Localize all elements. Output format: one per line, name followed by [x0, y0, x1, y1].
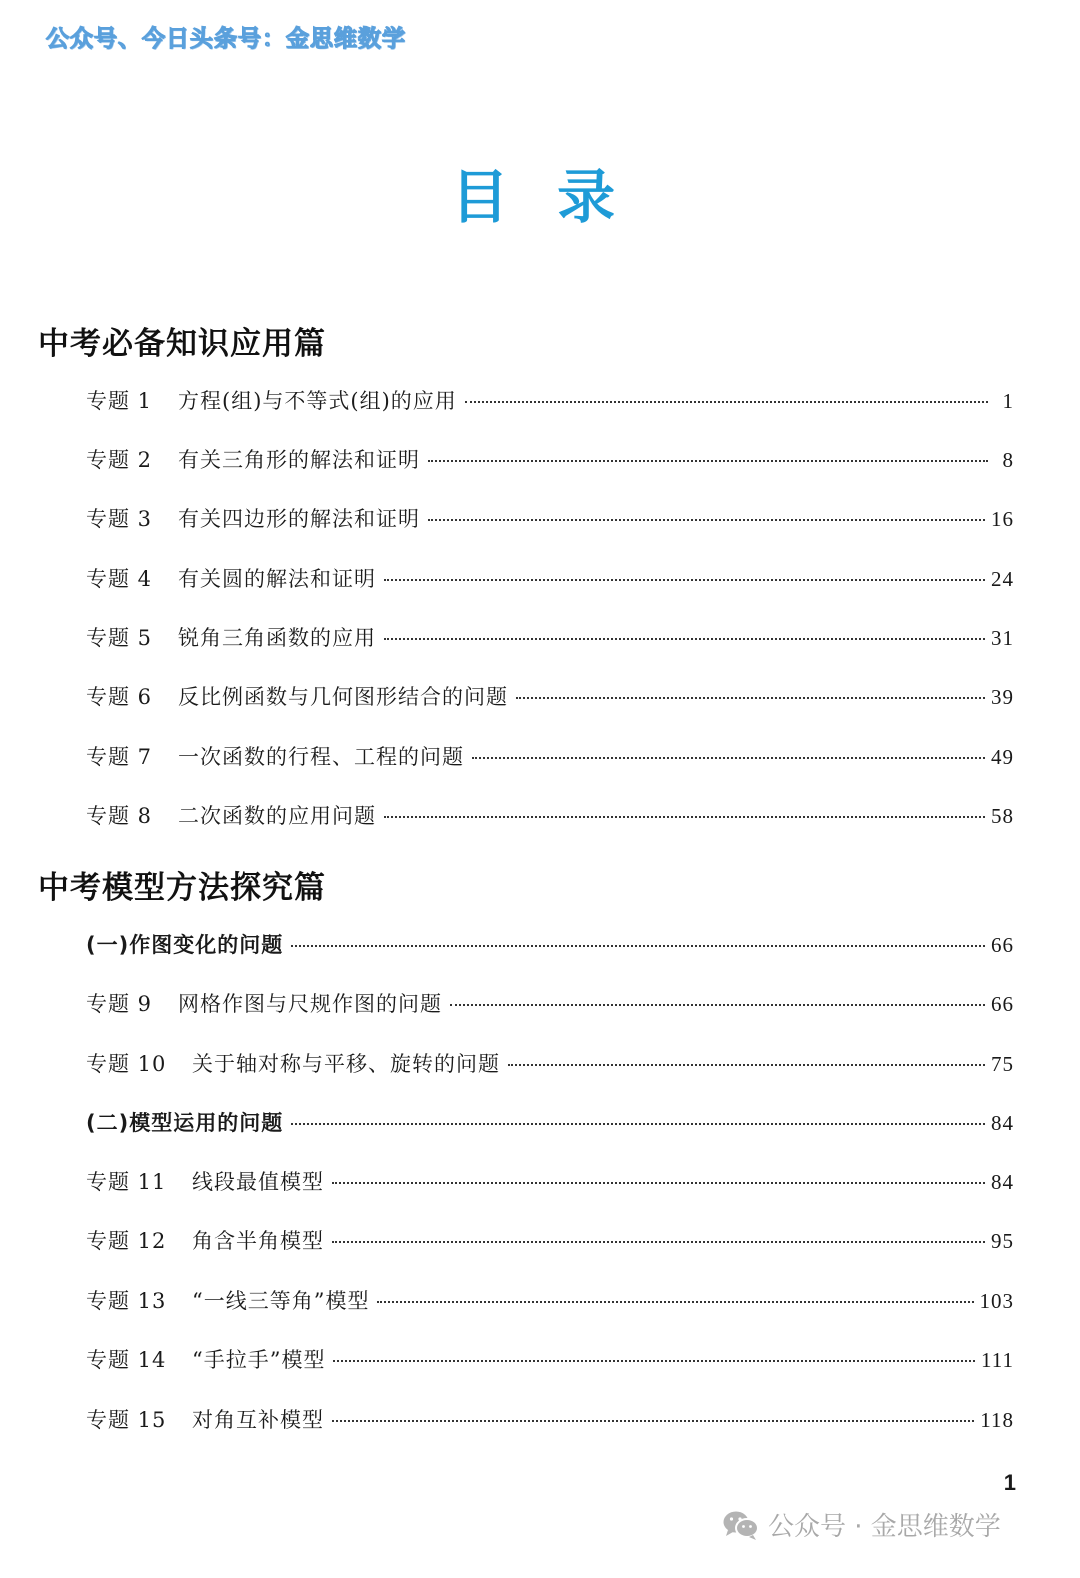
page-number: 1 — [1003, 1470, 1016, 1495]
dot-leader — [332, 1420, 974, 1422]
page-ref: 58 — [991, 804, 1014, 828]
topic-title: 有关四边形的解法和证明 — [178, 507, 420, 531]
topic-number: 专题 5 — [86, 626, 153, 650]
topic-number: 专题 11 — [86, 1170, 167, 1194]
dot-leader — [428, 519, 985, 521]
page-ref: 75 — [991, 1052, 1014, 1076]
page-ref: 111 — [981, 1348, 1014, 1372]
page-ref: 84 — [991, 1111, 1014, 1135]
page-title: 目 录 — [450, 163, 630, 231]
section-title: (二)模型运用的问题 — [86, 1111, 284, 1135]
section-title: (一)作图变化的问题 — [86, 933, 284, 957]
page-ref: 118 — [980, 1408, 1014, 1432]
watermark — [722, 1506, 1001, 1543]
dot-leader — [333, 1360, 975, 1362]
page-ref: 66 — [991, 933, 1014, 957]
topic-title: 锐角三角函数的应用 — [178, 626, 376, 650]
topic-number: 专题 14 — [86, 1348, 167, 1372]
toc-entry[interactable] — [86, 988, 1014, 1020]
topic-number: 专题 15 — [86, 1408, 167, 1432]
topic-number: 专题 3 — [86, 507, 153, 531]
dot-leader — [384, 638, 985, 640]
toc-entry[interactable] — [86, 1166, 1014, 1198]
topic-title: “手拉手”模型 — [192, 1348, 326, 1372]
topic-number: 专题 8 — [86, 804, 153, 828]
page-ref: 84 — [991, 1170, 1014, 1194]
dot-leader — [384, 579, 985, 581]
dot-leader — [428, 460, 988, 462]
watermark-text: 公众号 · 金思维数学 — [768, 1512, 1001, 1542]
toc-entry[interactable] — [86, 1225, 1014, 1257]
dot-leader — [508, 1064, 985, 1066]
toc-entry[interactable] — [86, 1285, 1014, 1317]
topic-title: 对角互补模型 — [192, 1408, 324, 1432]
page-ref: 24 — [991, 567, 1014, 591]
part-heading-2: 中考模型方法探究篇 — [38, 870, 326, 906]
topic-title: 关于轴对称与平移、旋转的问题 — [192, 1052, 500, 1076]
dot-leader — [384, 816, 985, 818]
topic-title: “一线三等角”模型 — [192, 1289, 370, 1313]
topic-number: 专题 1 — [86, 389, 153, 413]
page-ref: 49 — [991, 745, 1014, 769]
topic-number: 专题 6 — [86, 685, 153, 709]
topic-title: 有关三角形的解法和证明 — [178, 448, 420, 472]
page-ref: 31 — [991, 626, 1014, 650]
dot-leader — [332, 1182, 985, 1184]
topic-title: 方程(组)与不等式(组)的应用 — [178, 389, 457, 413]
topic-title: 角含半角模型 — [192, 1229, 324, 1253]
topic-title: 线段最值模型 — [192, 1170, 324, 1194]
page-ref: 1 — [1002, 389, 1014, 413]
topic-number: 专题 9 — [86, 992, 153, 1016]
dot-leader — [516, 697, 985, 699]
topic-number: 专题 13 — [86, 1289, 167, 1313]
toc-entry[interactable] — [86, 563, 1014, 595]
toc-entry[interactable] — [86, 1048, 1014, 1080]
topic-number: 专题 4 — [86, 567, 153, 591]
toc-entry[interactable] — [86, 1344, 1014, 1376]
toc-section-entry[interactable] — [86, 1107, 1014, 1139]
topic-number: 专题 7 — [86, 745, 153, 769]
topic-number: 专题 10 — [86, 1052, 167, 1076]
topic-title: 一次函数的行程、工程的问题 — [178, 745, 464, 769]
page-ref: 103 — [979, 1289, 1014, 1313]
page-ref: 8 — [1002, 448, 1014, 472]
topic-title: 二次函数的应用问题 — [178, 804, 376, 828]
header-banner: 公众号、今日头条号：金思维数学 — [46, 26, 406, 52]
wechat-icon — [722, 1509, 760, 1541]
toc-entry[interactable] — [86, 800, 1014, 832]
dot-leader — [377, 1301, 973, 1303]
toc-entry[interactable] — [86, 1404, 1014, 1436]
toc-entry[interactable] — [86, 385, 1014, 417]
dot-leader — [465, 401, 988, 403]
toc-entry[interactable] — [86, 503, 1014, 535]
page-ref: 66 — [991, 992, 1014, 1016]
topic-number: 专题 2 — [86, 448, 153, 472]
dot-leader — [450, 1004, 985, 1006]
topic-number: 专题 12 — [86, 1229, 167, 1253]
dot-leader — [291, 945, 985, 947]
toc-entry[interactable] — [86, 741, 1014, 773]
part-heading-1: 中考必备知识应用篇 — [38, 326, 326, 362]
page-ref: 39 — [991, 685, 1014, 709]
page-ref: 95 — [991, 1229, 1014, 1253]
page-ref: 16 — [991, 507, 1014, 531]
dot-leader — [332, 1241, 985, 1243]
topic-title: 反比例函数与几何图形结合的问题 — [178, 685, 508, 709]
toc-entry[interactable] — [86, 444, 1014, 476]
toc-entry[interactable] — [86, 681, 1014, 713]
toc-entry[interactable] — [86, 622, 1014, 654]
dot-leader — [291, 1123, 985, 1125]
topic-title: 有关圆的解法和证明 — [178, 567, 376, 591]
topic-title: 网格作图与尺规作图的问题 — [178, 992, 442, 1016]
dot-leader — [472, 757, 985, 759]
toc-section-entry[interactable] — [86, 929, 1014, 961]
